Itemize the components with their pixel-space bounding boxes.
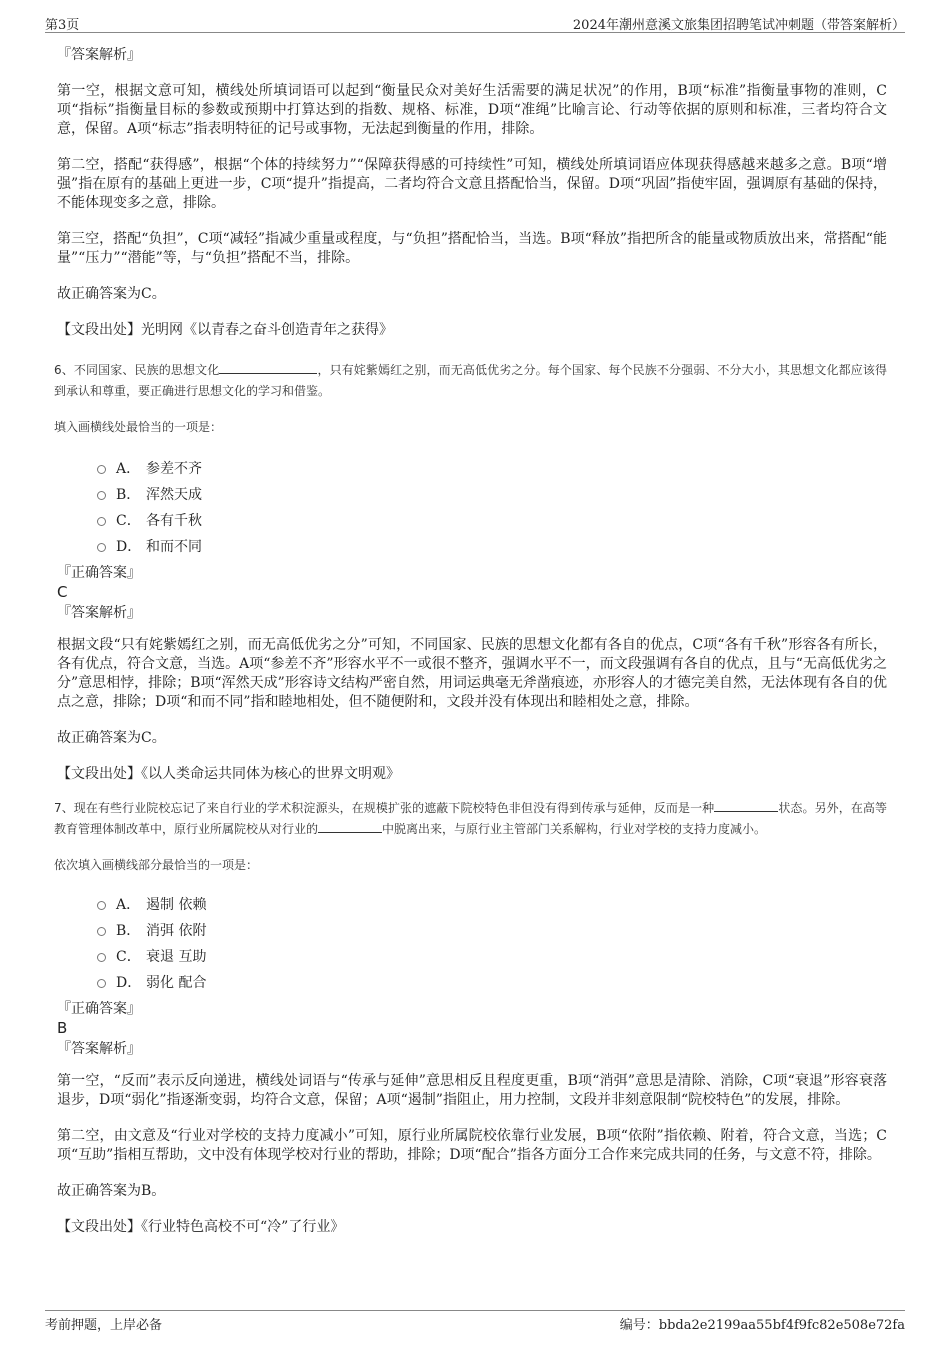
q5-conclusion: 故正确答案为C。: [57, 286, 166, 302]
radio-icon[interactable]: [97, 927, 106, 936]
q6-blank[interactable]: [219, 361, 317, 374]
q7-explain-p2: 第二空，由文意及“行业对学校的支持力度减小”可知，原行业所属院校依靠行业发展，B项“依附”指依赖、附着，符合文意，当选；C项“互助”指相互帮助，文中没有体现学校对行业的帮助，排除；D项“配合”指各方面分工合作来完成共同的任务，与文意不符，排除。: [57, 1128, 887, 1163]
q7-option-a[interactable]: A． 遏制 依赖: [97, 892, 887, 918]
q7-source: 【文段出处】《行业特色高校不可“冷”了行业》: [57, 1219, 345, 1235]
q6-explain-label: 『答案解析』: [57, 605, 141, 621]
page-content: [54, 46, 887, 1237]
q6-option-b[interactable]: B． 浑然天成: [97, 482, 887, 508]
q6-option-c[interactable]: C． 各有千秋: [97, 508, 887, 534]
q6-correct-label: 『正确答案』: [57, 565, 141, 581]
q6-option-d[interactable]: D． 和而不同: [97, 534, 887, 560]
q7-blank-2[interactable]: [318, 820, 382, 833]
q7-options: [97, 892, 887, 996]
q6-correct-answer: C: [57, 583, 68, 601]
q5-explain-p3: 第三空，搭配“负担”，C项“减轻”指减少重量或程度，与“负担”搭配恰当，当选。B项“释放”指把所含的能量或物质放出来，常搭配“能量”“压力”“潜能”等，与“负担”搭配不当，排除。: [57, 231, 887, 266]
q5-source: 【文段出处】光明网《以青春之奋斗创造青年之获得》: [57, 322, 393, 338]
page-number: 第3页: [45, 18, 80, 33]
radio-icon[interactable]: [97, 465, 106, 474]
document-id: 编号：bbda2e2199aa55bf4f9fc82e508e72fa: [619, 1318, 905, 1333]
q6-instruction: 填入画横线处最恰当的一项是：: [54, 420, 223, 434]
q7-explain-p1: 第一空，“反而”表示反向递进，横线处词语与“传承与延伸”意思相反且程度更重，B项“消弭”意思是清除、消除，C项“衰退”形容衰落退步，D项“弱化”指逐渐变弱，均符合文意，保留；A项“遏制”指阻止，用力控制，文段并非刻意限制“院校特色”的发展，排除。: [57, 1073, 887, 1108]
q5-explain-p2: 第二空，搭配“获得感”，根据“个体的持续努力”“保障获得感的可持续性”可知，横线处所填词语应体现获得感越来越多之意。B项“增强”指在原有的基础上更进一步，C项“提升”指提高，二者均符合文意且搭配恰当，保留。D项“巩固”指使牢固，强调原有基础的保持，不能体现变多之意，排除。: [57, 157, 887, 211]
q7-correct-label: 『正确答案』: [57, 1001, 141, 1017]
q7-option-c[interactable]: C． 衰退 互助: [97, 944, 887, 970]
q7-correct-answer: B: [57, 1019, 68, 1037]
radio-icon[interactable]: [97, 901, 106, 910]
footer-slogan: 考前押题，上岸必备: [45, 1318, 163, 1333]
radio-icon[interactable]: [97, 979, 106, 988]
q5-explain-p1: 第一空，根据文意可知，横线处所填词语可以起到“衡量民众对美好生活需要的满足状况”的作用，B项“标准”指衡量事物的准则，C项“指标”指衡量目标的参数或预期中打算达到的指数、规格、标准，D项“准绳”比喻言论、行动等依据的原则和标准，三者均符合文意，保留。A项“标志”指表明特征的记号或事物，无法起到衡量的作用，排除。: [57, 83, 887, 137]
q7-instruction: 依次填入画横线部分最恰当的一项是：: [54, 858, 259, 872]
q5-explain-label: 『答案解析』: [57, 47, 141, 63]
q6-explain-p1: 根据文段“只有姹紫嫣红之别，而无高低优劣之分”可知，不同国家、民族的思想文化都有各自的优点，C项“各有千秋”形容各有所长，各有优点，符合文意，当选。A项“参差不齐”形容水平不一或很不整齐，强调水平不一，而文段强调有各自的优点，且与“无高低优劣之分”意思相悖，排除；B项“浑然天成”形容诗文结构严密自然，用词运典毫无斧凿痕迹，亦形容人的才德完美自然，无法体现有各自的优点之意，排除；D项“和而不同”指和睦地相处，但不随便附和，文段并没有体现出和睦相处之意，排除。: [57, 637, 887, 710]
q6-options: [97, 456, 887, 560]
q6-source: 【文段出处】《以人类命运共同体为核心的世界文明观》: [57, 766, 400, 782]
q7-explain-label: 『答案解析』: [57, 1041, 141, 1057]
radio-icon[interactable]: [97, 517, 106, 526]
radio-icon[interactable]: [97, 543, 106, 552]
radio-icon[interactable]: [97, 953, 106, 962]
q6-conclusion: 故正确答案为C。: [57, 730, 166, 746]
page-footer: [45, 1310, 905, 1333]
radio-icon[interactable]: [97, 491, 106, 500]
q6-option-a[interactable]: A． 参差不齐: [97, 456, 887, 482]
document-title: 2024年潮州意溪文旅集团招聘笔试冲刺题（带答案解析）: [572, 18, 905, 33]
q6-stem: 6、不同国家、民族的思想文化 ，只有姹紫嫣红之别，而无高低优劣之分。每个国家、每个民族不分强弱、不分大小，其思想文化都应该得到承认和尊重，要正确进行思想文化的学习和借鉴。: [54, 363, 887, 398]
q7-option-d[interactable]: D． 弱化 配合: [97, 970, 887, 996]
q7-conclusion: 故正确答案为B。: [57, 1183, 166, 1199]
q7-option-b[interactable]: B． 消弭 依附: [97, 918, 887, 944]
page-header: [45, 12, 905, 33]
q7-stem: 7、现在有些行业院校忘记了来自行业的学术积淀源头，在规模扩张的遮蔽下院校特色非但没有得到传承与延伸，反而是一种 状态。另外，在高等教育管理体制改革中，原行业所属院校从对行业的 中脱离出来，与原行业主管部门关系解构，行业对学校的支持力度减小。: [54, 801, 887, 836]
q7-blank-1[interactable]: [714, 799, 778, 812]
